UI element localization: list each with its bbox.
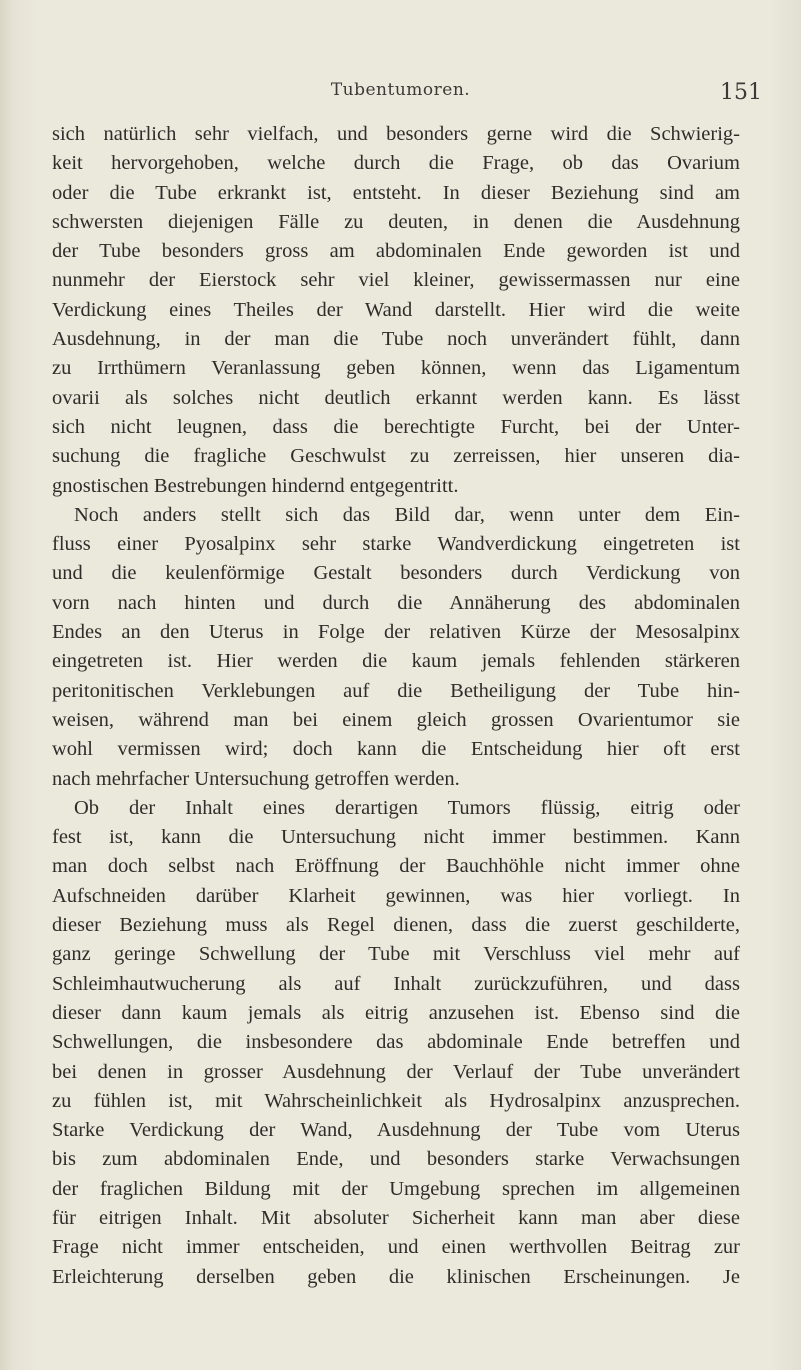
text-line: bis zum abdominalen Ende, und besonders starke Verwachsungen	[52, 1148, 740, 1171]
text-line: oder die Tube erkrankt ist, entsteht. In dieser Beziehung sind am	[52, 181, 740, 204]
page-number: 151	[720, 80, 762, 105]
text-line: Ausdehnung, in der man die Tube noch unverändert fühlt, dann	[52, 328, 740, 351]
text-line: fluss einer Pyosalpinx sehr starke Wandverdickung eingetreten ist	[52, 533, 740, 556]
text-line: der Tube besonders gross am abdominalen Ende geworden ist und	[52, 240, 740, 263]
text-line: keit hervorgehoben, welche durch die Frage, ob das Ovarium	[52, 152, 740, 175]
text-line: Verdickung eines Theiles der Wand darstellt. Hier wird die weite	[52, 298, 740, 321]
text-line: ovarii als solches nicht deutlich erkannt werden kann. Es lässt	[52, 386, 740, 409]
text-line: Erleichterung derselben geben die klinischen Erscheinungen. Je	[52, 1265, 740, 1288]
text-line: Noch anders stellt sich das Bild dar, wenn unter dem Ein-	[74, 503, 740, 526]
text-line: nunmehr der Eierstock sehr viel kleiner, gewissermassen nur eine	[52, 269, 740, 292]
text-line: Aufschneiden darüber Klarheit gewinnen, was hier vorliegt. In	[52, 884, 740, 907]
running-title: Tubentumoren.	[330, 80, 471, 100]
text-line: suchung die fragliche Geschwulst zu zerreissen, hier unseren dia-	[52, 445, 740, 468]
text-line: der fraglichen Bildung mit der Umgebung sprechen im allgemeinen	[52, 1177, 740, 1200]
text-line: vorn nach hinten und durch die Annäherung des abdominalen	[52, 591, 740, 614]
text-line: dieser dann kaum jemals als eitrig anzusehen ist. Ebenso sind die	[52, 1001, 740, 1024]
text-line: wohl vermissen wird; doch kann die Entscheidung hier oft erst	[52, 738, 740, 761]
text-line: nach mehrfacher Untersuchung getroffen werden.	[52, 767, 460, 790]
text-line: und die keulenförmige Gestalt besonders durch Verdickung von	[52, 562, 740, 585]
text-line: Schwellungen, die insbesondere das abdominale Ende betreffen und	[52, 1031, 740, 1054]
text-line: Endes an den Uterus in Folge der relativen Kürze der Mesosalpinx	[52, 621, 740, 644]
text-line: man doch selbst nach Eröffnung der Bauchhöhle nicht immer ohne	[52, 855, 740, 878]
text-line: ganz geringe Schwellung der Tube mit Verschluss viel mehr auf	[52, 943, 740, 966]
text-line: Schleimhautwucherung als auf Inhalt zurückzuführen, und dass	[52, 972, 740, 995]
text-line: sich natürlich sehr vielfach, und besonders gerne wird die Schwierig-	[52, 123, 740, 145]
text-line: zu fühlen ist, mit Wahrscheinlichkeit als Hydrosalpinx anzusprechen.	[52, 1089, 740, 1112]
text-line: sich nicht leugnen, dass die berechtigte Furcht, bei der Unter-	[52, 415, 740, 438]
text-line: peritonitischen Verklebungen auf die Betheiligung der Tube hin-	[52, 679, 740, 702]
text-line: für eitrigen Inhalt. Mit absoluter Sicherheit kann man aber diese	[52, 1206, 740, 1229]
text-line: Starke Verdickung der Wand, Ausdehnung der Tube vom Uterus	[52, 1119, 740, 1142]
text-line: Frage nicht immer entscheiden, und einen werthvollen Beitrag zur	[52, 1236, 740, 1259]
text-line: gnostischen Bestrebungen hindernd entgegentritt.	[52, 474, 459, 497]
text-line: zu Irrthümern Veranlassung geben können, wenn das Ligamentum	[52, 357, 740, 380]
text-line: fest ist, kann die Untersuchung nicht immer bestimmen. Kann	[52, 826, 740, 849]
text-line: bei denen in grosser Ausdehnung der Verlauf der Tube unverändert	[52, 1060, 740, 1083]
text-line: schwersten diejenigen Fälle zu deuten, in denen die Ausdehnung	[52, 210, 740, 233]
text-line: eingetreten ist. Hier werden die kaum jemals fehlenden stärkeren	[52, 650, 740, 673]
text-line: dieser Beziehung muss als Regel dienen, dass die zuerst geschilderte,	[52, 914, 740, 937]
text-line: weisen, während man bei einem gleich grossen Ovarientumor sie	[52, 708, 740, 731]
body-text	[52, 120, 740, 1292]
text-line: Ob der Inhalt eines derartigen Tumors flüssig, eitrig oder	[74, 796, 740, 819]
